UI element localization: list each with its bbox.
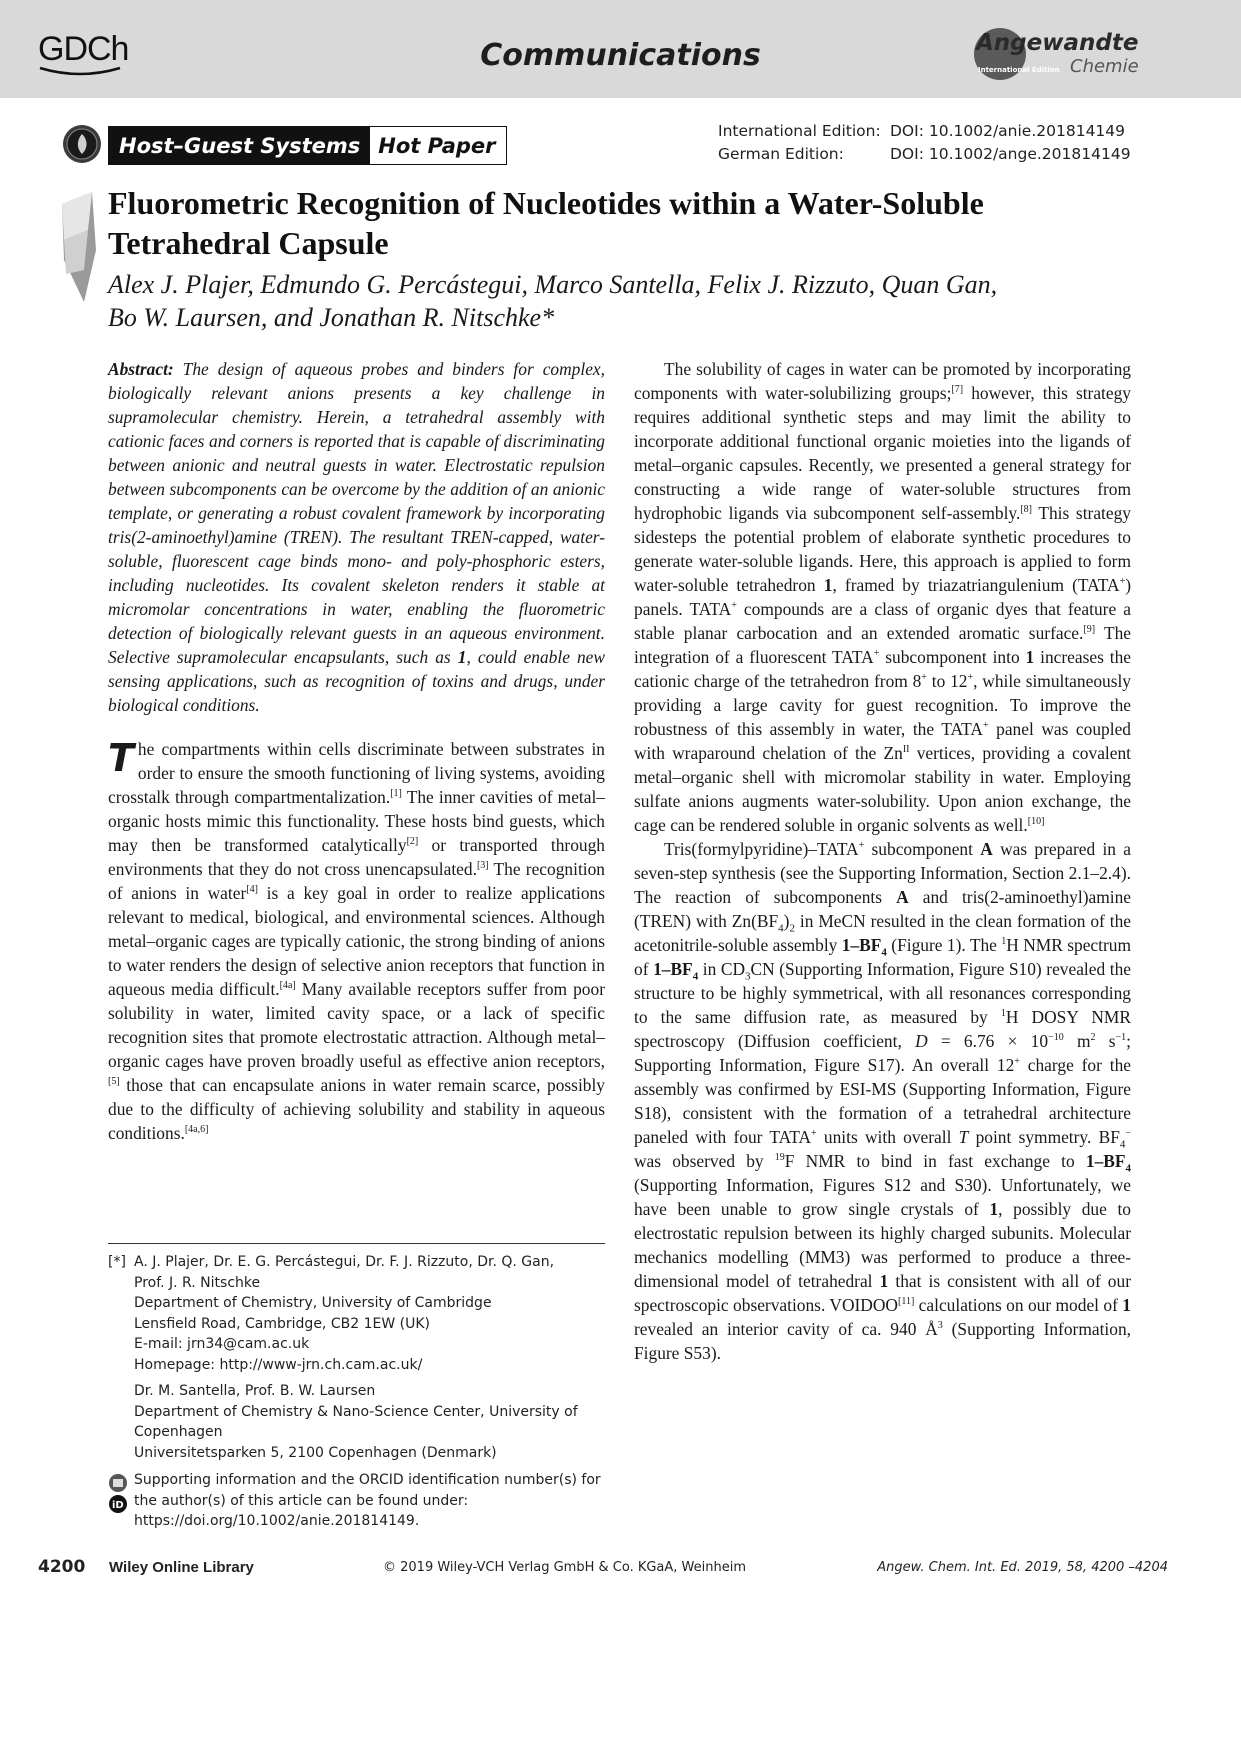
authors-line-1: Alex J. Plajer, Edmundo G. Percástegui, Marco Santella, Felix J. Rizzuto, Quan Gan,: [108, 270, 998, 299]
author-email[interactable]: E-mail: jrn34@cam.ac.uk: [134, 1336, 310, 1352]
ref-5[interactable]: [5]: [108, 1076, 120, 1088]
supporting-info-note: Supporting information and the ORCID identification number(s) for the author(s) of this article can be found under: https://doi.org/10.1002/anie.201814149.: [134, 1470, 608, 1532]
doi-intl-value[interactable]: DOI: 10.1002/anie.201814149: [890, 122, 1126, 140]
article-title: Fluorometric Recognition of Nucleotides within a Water-Soluble Tetrahedral Capsule: [108, 185, 984, 261]
hot-paper-tag: Hot Paper: [370, 127, 505, 164]
page-footer: [38, 1557, 1168, 1581]
ref-10[interactable]: [10]: [1027, 816, 1045, 828]
si-icons: [108, 1473, 128, 1514]
journal-header: [0, 0, 1241, 98]
page-number: 4200: [38, 1557, 86, 1577]
supporting-info-link[interactable]: https://doi.org/10.1002/anie.201814149.: [134, 1513, 420, 1529]
author-homepage[interactable]: Homepage: http://www-jrn.ch.cam.ac.uk/: [134, 1356, 423, 1373]
angewandte-name: Angewandte: [976, 30, 1139, 56]
synthesis-paragraph: Tris(formylpyridine)–TATA+ subcomponent A was prepared in a seven-step synthesis (see the Supporting Information, Section 2.1–2.4). The reaction of subcomponents A and tris(2-aminoethyl)amine (TREN) with $Zn(BF_4)_2$ in MeCN resulted in the clean formation of the acetonitrile-soluble assembly $1-BF_4$ (Figure 1). The $^1$H NMR spectrum of $1-BF_4$ in $CD_3CN$ (Supporting Information, Figure S10) revealed the structure to be highly symmetrical, with all resonances corresponding to the same diffusion rate, as measured by $^1$H DOSY NMR spectroscopy (Diffusion coefficient, $D = 6.76 \times 10^{-10}$ $m^2$ $s^{-1}$; Supporting Information, Figure S17). An overall 12+ charge for the assembly was confirmed by ESI-MS (Supporting Information, Figure S18), consistent with the formation of a tetrahedral architecture paneled with four TATA+ units with overall T point symmetry. $BF_4^-$ was observed by $^{19}$F NMR to bind in fast exchange to $1-BF_4$ (Supporting Information, Figures S12 and S30). Unfortunately, we have been unable to grow single crystals of 1, possibly due to electrostatic repulsion between its highly charged subunits. Molecular mechanics modelling (MM3) was performed to produce a three-dimensional model of tetrahedral 1 that is consistent with all of our spectroscopic observations. VOIDOO[11] calculations on our model of 1 revealed an interior cavity of ca. 940 $Å^3$ (Supporting Information, Figure S53).: [634, 839, 1132, 1363]
footnote-mark: [*]: [108, 1254, 126, 1270]
solubility-paragraph: The solubility of cages in water can be promoted by incorporating components with water-solubilizing groups;[7] however, this strategy requires additional synthetic steps and may limit the ability to incorporate additional functional organic moieties into the ligands of metal–organic capsules. Recently, we presented a general strategy for constructing a wide range of water-soluble structures from hydrophobic ligands via subcomponent self-assembly.[8] This strategy sidesteps the potential problem of elaborate synthetic procedures to generate water-soluble ligands. Here, this approach is applied to form water-soluble tetrahedron 1, framed by triazatriangulenium (TATA+) panels. TATA+ compounds are a class of organic dyes that feature a stable planar carbocation and an extended aromatic surface.[9] The integration of a fluorescent TATA+ subcomponent into 1 increases the cationic charge of the tetrahedron from 8+ to 12+, while simultaneously providing a large cavity for guest recognition. To improve the robustness of this assembly in water, the TATA+ panel was coupled with wraparound chelation of the $Zn^{II}$ vertices, providing a covalent metal–organic shell with micromolar stability in water. Employing sulfate anions augments water-solubility. Upon anion exchange, the cage can be rendered soluble in organic solvents as well.[10]: [634, 359, 1131, 835]
ref-8[interactable]: [8]: [1020, 504, 1032, 516]
footnote-rule: [108, 1243, 605, 1244]
abstract: Abstract: The design of aqueous probes and binders for complex, biologically relevant anions presents a key challenge in supramolecular chemistry. Herein, a tetrahedral assembly with cationic faces and corners is reported that is capable of discriminating between anionic and neutral guests in water. Electrostatic repulsion between subcomponents can be overcome by the addition of an anionic template, or generating a robust covalent framework by incorporating tris(2-aminoethyl)amine (TREN). The resultant TREN-capped, water-soluble, fluorescent cage binds mono- and poly-phosphoric esters, including nucleotides. Its covalent skeleton renders it stable at micromolar concentrations in water, enabling the fluorometric detection of biologically relevant guests in an aqueous environment. Selective supramolecular encapsulants, such as 1, could enable new sensing applications, such as recognition of toxins and drugs, under biological conditions.: [108, 359, 605, 715]
section-tag: [108, 126, 507, 165]
gdch-logo: GDCh: [38, 30, 129, 68]
author-list: [108, 268, 1108, 334]
angewandte-edition: International Edition: [978, 66, 1060, 74]
supporting-info-icon: [108, 1473, 128, 1493]
angewandte-chemie: Chemie: [1070, 56, 1139, 77]
svg-text:iD: iD: [112, 1500, 124, 1511]
ref-3[interactable]: [3]: [476, 860, 489, 872]
category-tag: Host–Guest Systems: [109, 127, 370, 164]
affiliations: [*] A. J. Plajer, Dr. E. G. Percástegui, Dr. F. J. Rizzuto, Dr. Q. Gan, Prof. J. R. Nitschke Department of Chemistry, University of Cambridge Lensfield Road, Cambridge, CB2 1EW (UK) E-mail: jrn34@cam.ac.uk Homepage: http://www-jrn.ch.cam.ac.uk/ Dr. M. Santella, Prof. B. W. Laursen Department of Chemistry & Nano-Science Center, University of Copenhagen Universitetsparken 5, 2100 Copenhagen (Denmark): [108, 1252, 608, 1463]
wiley-online-library[interactable]: Wiley Online Library: [109, 1559, 254, 1576]
copyright: © 2019 Wiley-VCH Verlag GmbH & Co. KGaA, Weinheim: [383, 1560, 747, 1575]
abstract-label: Abstract:: [108, 359, 174, 379]
angewandte-logo: [966, 26, 1226, 82]
hot-paper-badge-icon: [62, 124, 102, 164]
doi-intl-label: International Edition:: [718, 122, 881, 140]
doi-block: [718, 120, 1131, 166]
left-column: [108, 357, 605, 1145]
ref-2[interactable]: [2]: [406, 836, 419, 848]
section-title: Communications: [480, 38, 761, 73]
doi-german-label: German Edition:: [718, 145, 844, 163]
authors-line-2: Bo W. Laursen, and Jonathan R. Nitschke*: [108, 303, 555, 332]
journal-citation: Angew. Chem. Int. Ed. 2019, 58, 4200 –4204: [877, 1560, 1168, 1575]
right-column: [634, 357, 1131, 1365]
ref-4[interactable]: [4]: [246, 884, 258, 896]
doi-german-value[interactable]: DOI: 10.1002/ange.201814149: [890, 145, 1131, 163]
ref-4a-6[interactable]: [4a,6]: [184, 1124, 209, 1136]
ref-4a[interactable]: [4a]: [279, 980, 296, 992]
side-stamp-icon: [58, 190, 100, 310]
ref-9[interactable]: [9]: [1083, 624, 1096, 636]
ref-1[interactable]: [1]: [390, 788, 402, 800]
drop-cap: T: [108, 736, 134, 780]
orcid-icon: [108, 1494, 128, 1514]
ref-11[interactable]: [11]: [897, 1296, 915, 1308]
intro-paragraph: The compartments within cells discriminate between substrates in order to ensure the smooth functioning of living systems, avoiding crosstalk through compartmentalization.[1] The inner cavities of metal–organic hosts mimic this functionality. These hosts bind guests, which may then be transformed catalytically[2] or transported through environments that they do not cross unencapsulated.[3] The recognition of anions in water[4] is a key goal in order to realize applications relevant to medical, biological, and environmental sciences. Although metal–organic cages are typically cationic, the strong binding of anions to water renders the design of selective anion receptors that function in aqueous media difficult.[4a] Many available receptors suffer from poor solubility in water, limited cavity space, or a lack of specific recognition sites that promote electrostatic attraction. Although metal–organic cages have proven broadly useful as effective anion receptors,[5] those that can encapsulate anions in water remain scarce, possibly due to the difficulty of achieving solubility and stability in aqueous conditions.[4a,6]: [108, 736, 606, 1143]
ref-7[interactable]: [7]: [951, 384, 964, 396]
